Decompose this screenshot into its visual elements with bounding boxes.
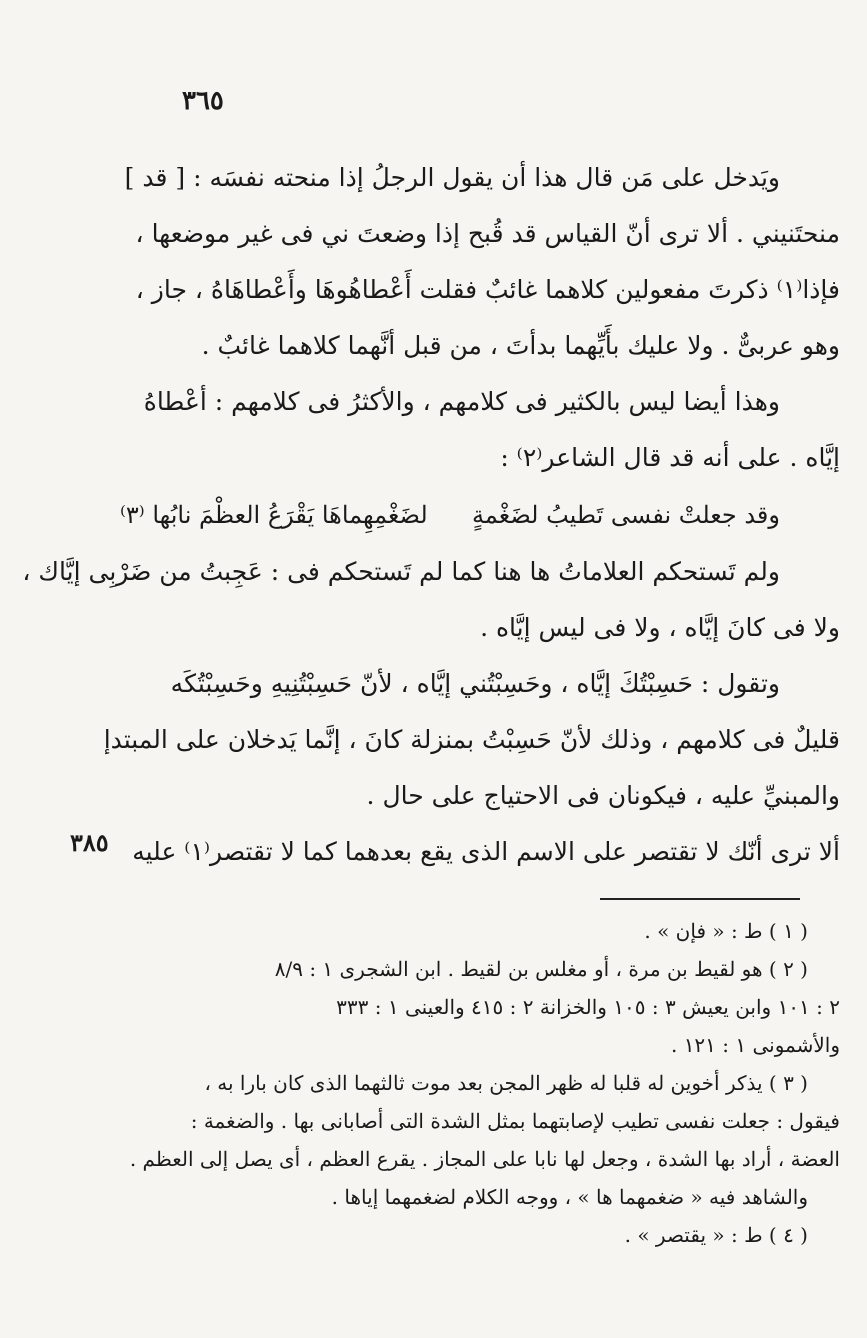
footnote-line: والشاهد فيه « ضغمهما ها » ، ووجه الكلام لضغمهما إياها . — [331, 1185, 808, 1209]
footnotes — [129, 912, 840, 1254]
body-line: وهو عربىٌّ . ولا عليك بأَيِّهما بدأتَ ، من قبل أنَّهما كلاهما غائبٌ . — [201, 331, 840, 360]
body-line: ولم تَستحكم العلاماتُ ها هنا كما لم تَستحكم فى : عَجِبتُ من ضَرْبِى إيَّاك ، — [22, 557, 780, 586]
footnote-line: فيقول : جعلت نفسى تطيب لإصابتهما بمثل الشدة التى أصابانى بها . والضغمة : — [190, 1109, 840, 1133]
footnote-line: ( ٤ ) ط : « يقتصر » . — [624, 1223, 808, 1247]
verse-first-hemistich: وقد جعلتْ نفسى تَطيبُ لضَغْمةٍ — [472, 501, 780, 529]
footnote-line: والأشمونى ١ : ١٢١ . — [670, 1033, 840, 1057]
margin-page-number: ٣٨٥ — [70, 828, 109, 857]
body-line: والمبنيِّ عليه ، فيكونان فى الاحتياج على حال . — [366, 781, 840, 810]
body-line: فإذا⁽١⁾ ذكرتَ مفعولين كلاهما غائبٌ فقلت أَعْطاهُوهَا وأَعْطاهَاهُ ، جاز ، — [135, 275, 840, 304]
footnote-line: ٢ : ١٠١ وابن يعيش ٣ : ١٠٥ والخزانة ٢ : ٤١٥ والعينى ١ : ٣٣٣ — [336, 995, 840, 1019]
body-line: ألا ترى أنّك لا تقتصر على الاسم الذى يقع بعدهما كما لا تقتصر⁽١⁾ عليه — [132, 837, 840, 866]
poetry-verse — [120, 486, 840, 544]
verse-second-hemistich: لضَغْمِهِماهَا يَقْرَعُ العظْمَ نابُها ⁽٣⁾ — [120, 501, 428, 529]
footnote-line: ( ١ ) ط : « فإن » . — [644, 919, 808, 943]
body-line: وتقول : حَسِبْتُكَ إيَّاه ، وحَسِبْتُني إيَّاه ، لأنّ حَسِبْتُنِيهِ وحَسِبْتُكَه — [170, 669, 780, 698]
body-line: ويَدخل على مَن قال هذا أن يقول الرجلُ إذا منحته نفسَه : [ قد ] — [124, 163, 780, 192]
footnote-line: ( ٣ ) يذكر أخوين له قلبا له ظهر المجن بعد موت ثالثهما الذى كان بارا به ، — [204, 1071, 808, 1095]
footnote-line: العضة ، أراد بها الشدة ، وجعل لها نابا على المجاز . يقرع العظم ، أى يصل إلى العظم . — [129, 1147, 840, 1171]
footnote-divider — [600, 898, 800, 900]
body-line: منحتَنيني . ألا ترى أنّ القياس قد قُبح إذا وضعتَ ني فى غير موضعها ، — [135, 219, 840, 248]
page-number: ٣٦٥ — [182, 86, 224, 116]
body-line: وهذا أيضا ليس بالكثير فى كلامهم ، والأكثرُ فى كلامهم : أعْطاهُ — [143, 387, 780, 416]
body-line: قليلٌ فى كلامهم ، وذلك لأنّ حَسِبْتُ بمنزلة كانَ ، إنَّما يَدخلان على المبتدإ — [103, 725, 840, 754]
body-line: إيَّاه . على أنه قد قال الشاعر⁽٢⁾ : — [500, 443, 840, 472]
body-line: ولا فى كانَ إيَّاه ، ولا فى ليس إيَّاه . — [480, 613, 840, 642]
footnote-line: ( ٢ ) هو لقيط بن مرة ، أو مغلس بن لقيط . ابن الشجرى ١ : ٨/٩ — [274, 957, 808, 981]
